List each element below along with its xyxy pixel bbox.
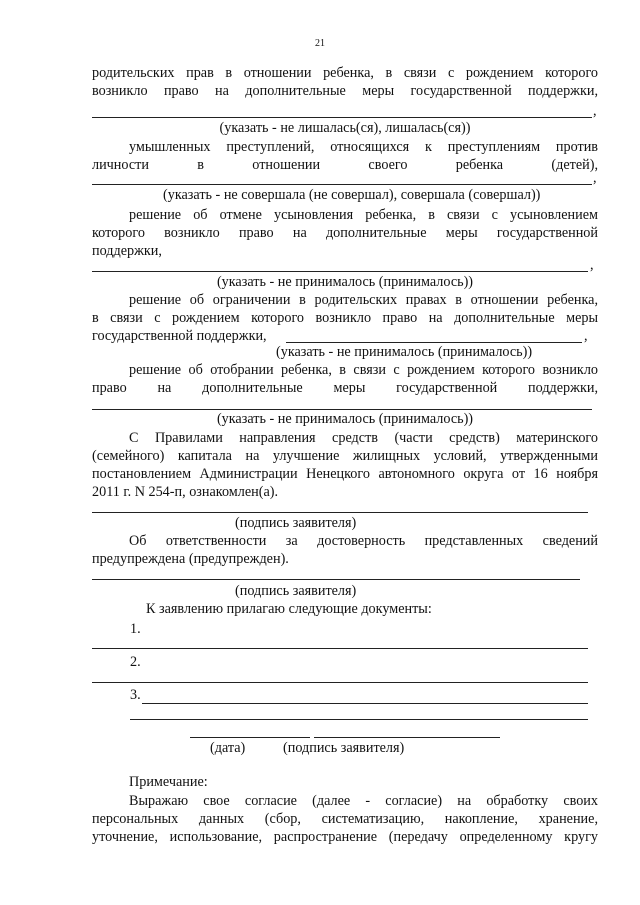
text-line: постановлением Администрации Ненецкого автономного округа от 16 ноября	[92, 466, 598, 482]
text-line: С Правилами направления средств (части средств) материнского	[129, 430, 598, 446]
text-line: возникло право на дополнительные меры государственной поддержки,	[92, 83, 598, 99]
fill-in-line[interactable]	[92, 271, 588, 272]
text-line: 2011 г. N 254-п, ознакомлен(а).	[92, 484, 279, 500]
text-line: Выражаю свое согласие (далее - согласие) на обработку своих	[129, 793, 598, 809]
list-number: 1.	[130, 621, 141, 637]
signature-line[interactable]	[92, 512, 588, 513]
signature-label: (подпись заявителя)	[283, 740, 405, 756]
text-line: (семейного) капитала на улучшение жилищных условий, утвержденными	[92, 448, 598, 464]
hint-text: (указать - не принималось (принималось))	[216, 274, 474, 290]
text-line: в связи с рождением которого возникло право на дополнительные меры	[92, 310, 598, 326]
hint-text: (указать - не совершала (не совершал), совершала (совершал))	[163, 187, 541, 203]
text-line: личности в отношении своего ребенка (детей),	[92, 157, 598, 173]
signature-label: (подпись заявителя)	[235, 515, 357, 531]
comma: ,	[584, 328, 588, 344]
document-line[interactable]	[130, 719, 588, 720]
date-label: (дата)	[210, 740, 246, 756]
text-line: решение об отобрании ребенка, в связи с рождением которого возникло	[129, 362, 598, 378]
list-number: 3.	[130, 687, 141, 703]
text-line: родительских прав в отношении ребенка, в связи с рождением которого	[92, 65, 598, 81]
text-line: государственной поддержки,	[92, 328, 267, 344]
hint-text: (указать - не принималось (принималось))	[276, 344, 533, 360]
hint-text: (указать - не лишалась(ся), лишалась(ся))	[219, 120, 471, 136]
comma: ,	[593, 103, 597, 119]
text-line: персональных данных (сбор, систематизацию, накопление, хранение,	[92, 811, 598, 827]
text-line: право на дополнительные меры государственной поддержки,	[92, 380, 598, 396]
fill-in-line[interactable]	[92, 184, 592, 185]
text-line: которого возникло право на дополнительные меры государственной	[92, 225, 598, 241]
fill-in-line[interactable]	[92, 117, 592, 118]
date-line[interactable]	[190, 737, 310, 738]
text-line: решение об отмене усыновления ребенка, в связи с усыновлением	[129, 207, 598, 223]
document-line[interactable]	[142, 703, 588, 704]
text-line: поддержки,	[92, 243, 162, 259]
text-line: уточнение, использование, распространение (передачу определенному кругу	[92, 829, 598, 845]
text-line: решение об ограничении в родительских правах в отношении ребенка,	[129, 292, 598, 308]
signature-label: (подпись заявителя)	[235, 583, 357, 599]
note-title: Примечание:	[129, 774, 208, 790]
comma: ,	[593, 170, 597, 186]
text-line: Об ответственности за достоверность представленных сведений	[129, 533, 598, 549]
text-line: К заявлению прилагаю следующие документы:	[146, 601, 432, 617]
page-number: 21	[315, 38, 325, 49]
text-line: предупреждена (предупрежден).	[92, 551, 289, 567]
signature-line[interactable]	[92, 579, 580, 580]
document-line[interactable]	[92, 682, 588, 683]
hint-text: (указать - не принималось (принималось))	[216, 411, 474, 427]
text-line: умышленных преступлений, относящихся к преступлениям против	[129, 139, 598, 155]
comma: ,	[590, 257, 594, 273]
list-number: 2.	[130, 654, 141, 670]
document-line[interactable]	[92, 648, 588, 649]
signature-line[interactable]	[314, 737, 500, 738]
